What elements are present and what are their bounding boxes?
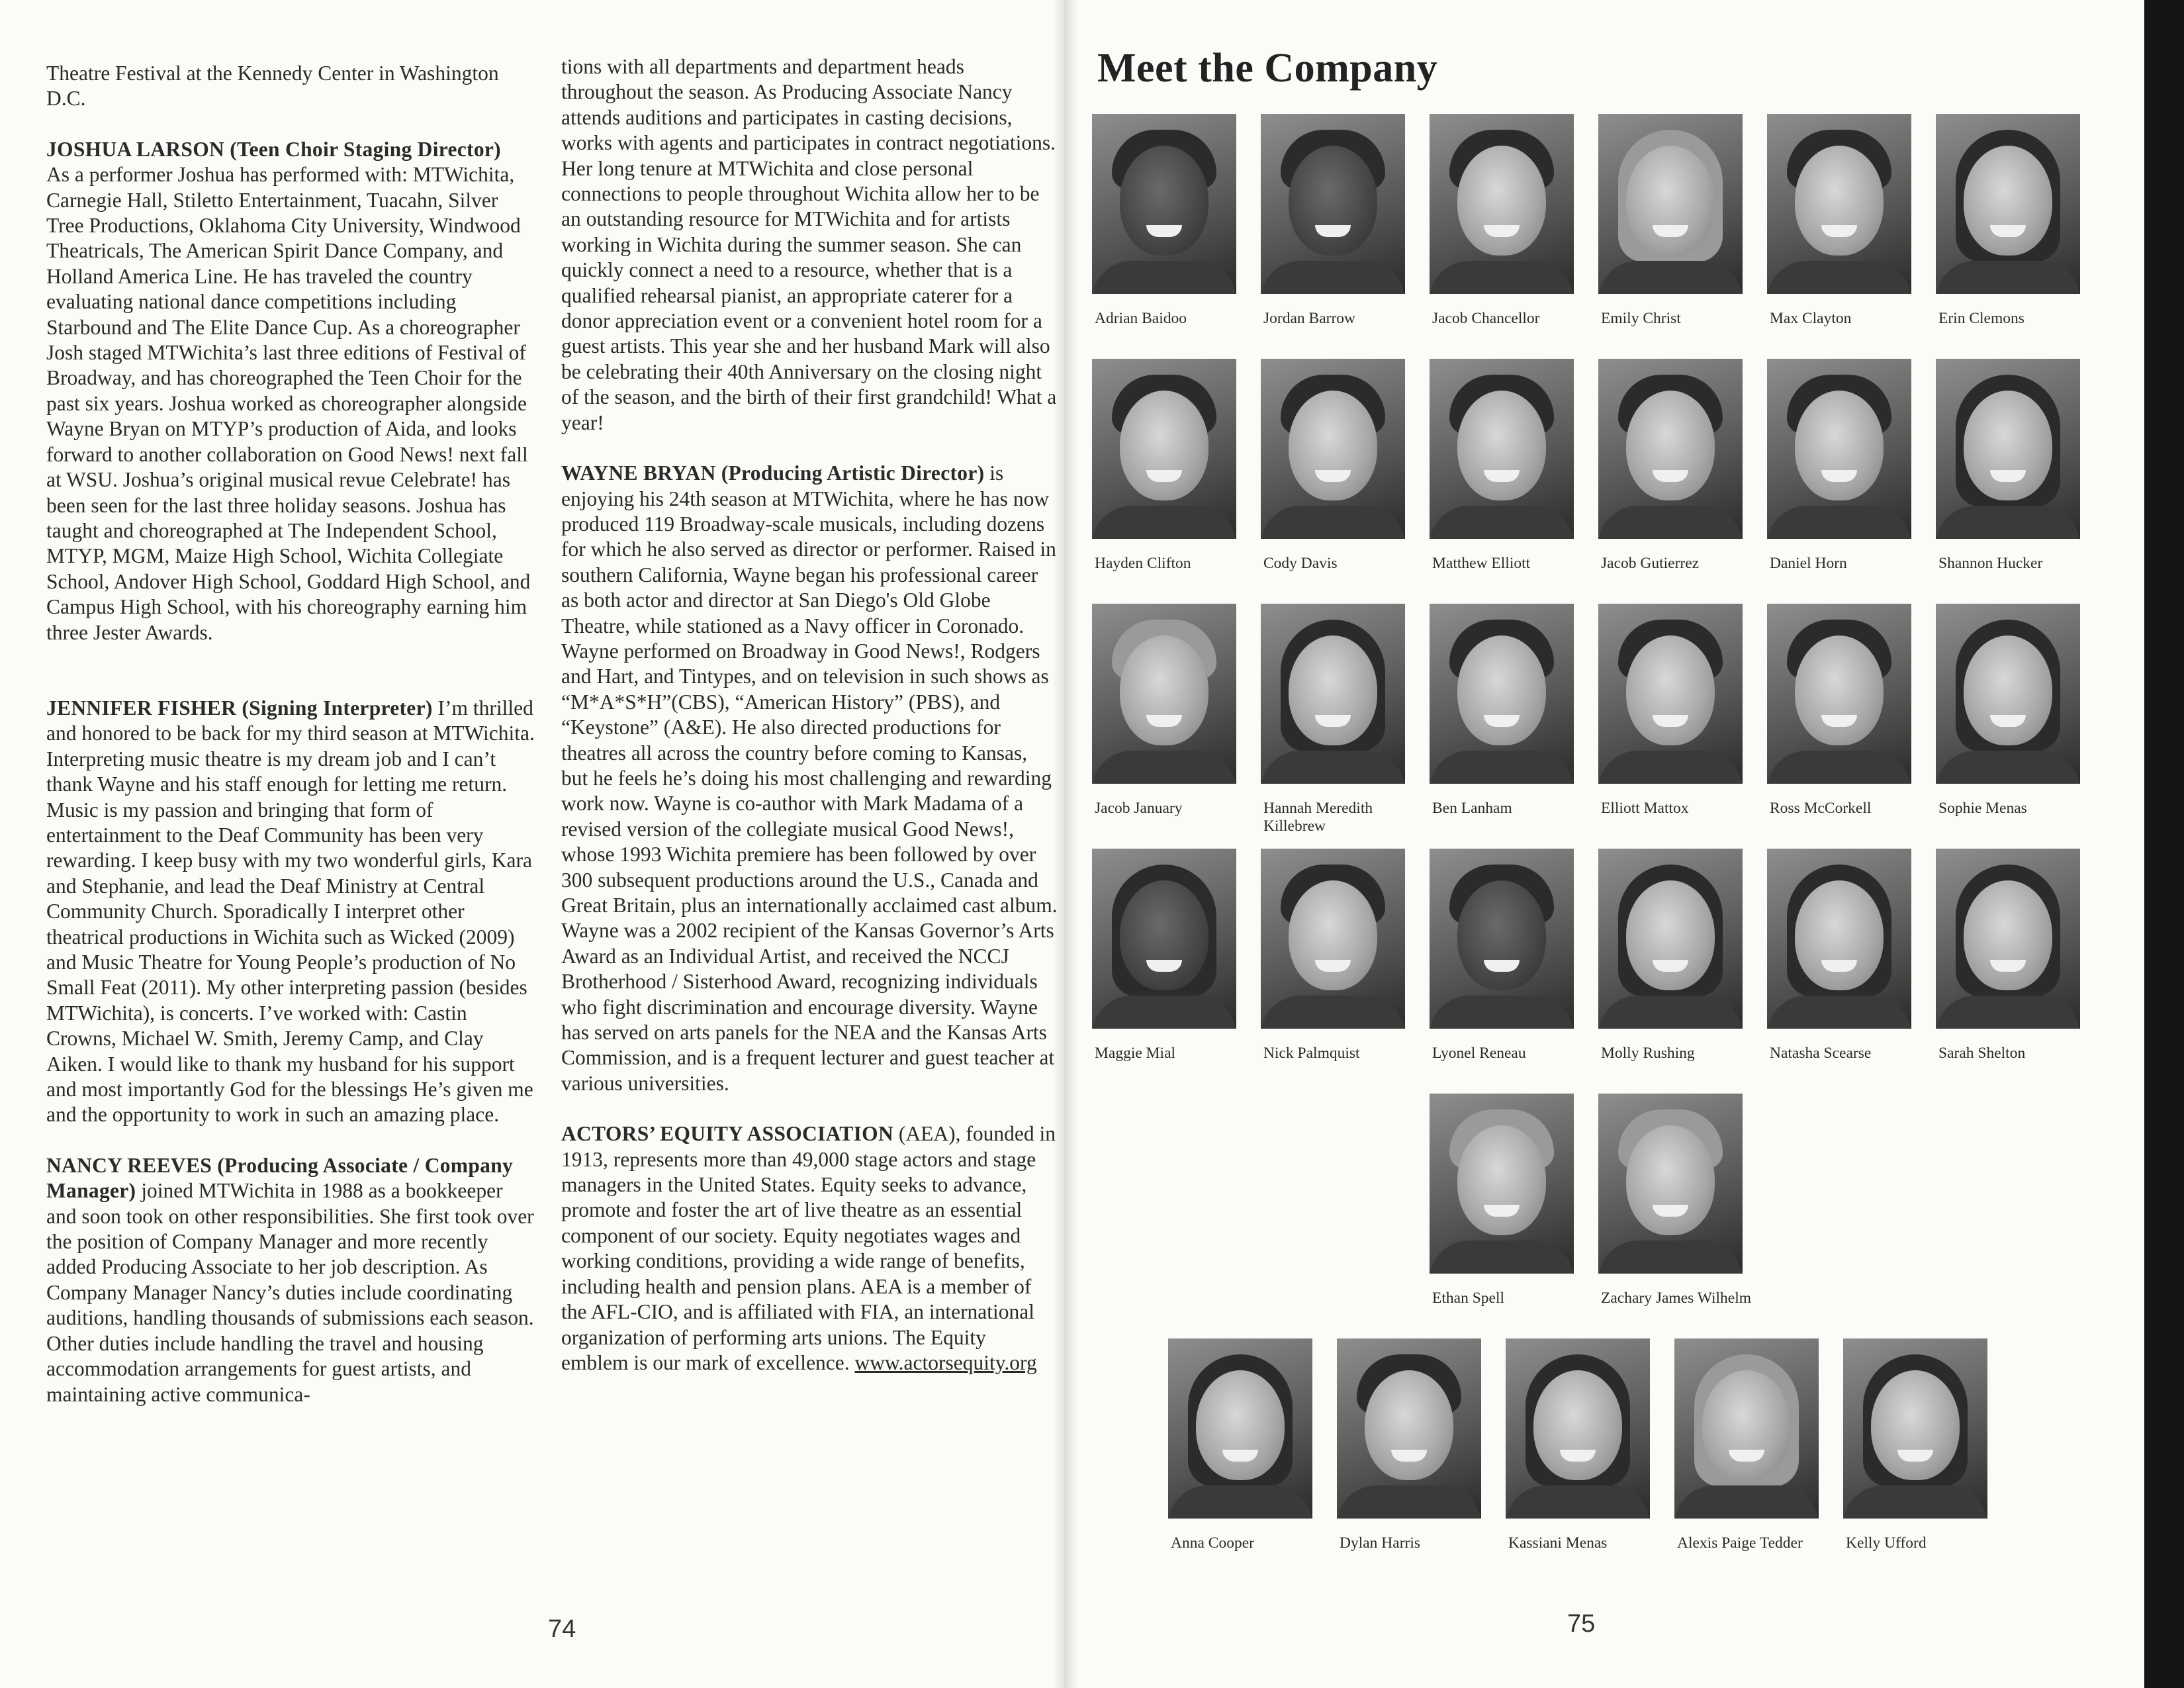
cast-headshot xyxy=(1936,849,2080,1029)
cast-name: Adrian Baidoo xyxy=(1095,310,1187,327)
cast-name: Ethan Spell xyxy=(1432,1289,1504,1307)
cast-name: Jordan Barrow xyxy=(1263,310,1356,327)
bio-body: joined MTWichita in 1988 as a bookkeeper and soon took on other responsibilities. She first took over the position of Company Manager and more recently added Producing Associate to her job description. As Company Manager Nancy’s duties include coordinating auditions, handling thousands of submissions each season. Other duties include handling the travel and housing accommodation arrangements for guest artists, and maintaining active communica- xyxy=(46,1179,534,1406)
cast-headshot xyxy=(1261,114,1405,294)
bio-body: As a performer Joshua has performed with: MTWichita, Carnegie Hall, Stiletto Entertainment, Tuacahn, Silver Tree Productions, Oklahoma City University, Windwood Theatricals, The American Spirit Dance Company, and Holland America Line. He has traveled the country evaluating national dance competitions including Starbound and The Elite Dance Cup. As a choreographer Josh staged MTWichita’s last three editions of Festival of Broadway, and has choreographed the Teen Choir for the past six years. Joshua worked as choreographer alongside Wayne Bryan on MTYP’s production of Aida, and looks forward to another collaboration on Good News! next fall at WSU. Joshua’s original musical revue Celebrate! has been seen for the last three holiday seasons. Joshua has taught and choreographed at The Independent School, MTYP, MGM, Maize High School, Wichita Collegiate School, Andover High School, Goddard High School, and Campus High School, with his choreography earning him three Jester Awards. xyxy=(46,163,531,644)
headshot-shoulders xyxy=(1092,506,1236,539)
cast-headshot xyxy=(1767,114,1911,294)
headshot-face xyxy=(1457,146,1546,256)
headshot-shoulders xyxy=(1430,506,1574,539)
headshot-face xyxy=(1289,391,1377,500)
cast-headshot xyxy=(1598,114,1743,294)
cast-headshot xyxy=(1767,604,1911,784)
left-column-1 xyxy=(46,61,536,1407)
headshot-shoulders xyxy=(1430,996,1574,1029)
cast-headshot xyxy=(1092,849,1236,1029)
scan-edge xyxy=(2144,0,2184,1688)
cast-name: Dylan Harris xyxy=(1340,1534,1421,1552)
bio-heading: WAYNE BRYAN (Producing Artistic Director) xyxy=(561,461,985,485)
bio-body: (AEA), founded in 1913, represents more than 49,000 stage actors and stage managers in the United States. Equity seeks to advance, promote and foster the art of live theatre as an essential component of our society. Equity negotiates wages and working conditions, providing a wide range of benefits, including health and pension plans. AEA is a member of the AFL-CIO, and is affiliated with FIA, an international organization of performing arts unions. The Equity emblem is our mark of excellence. xyxy=(561,1122,1056,1374)
cast-headshot xyxy=(1767,849,1911,1029)
bio-jennifer-fisher xyxy=(46,696,536,1128)
cast-headshot xyxy=(1092,114,1236,294)
cast-headshot xyxy=(1598,849,1743,1029)
headshot-face xyxy=(1457,880,1546,990)
cast-headshot xyxy=(1430,1094,1574,1274)
headshot-shoulders xyxy=(1598,506,1743,539)
headshot-face xyxy=(1365,1370,1453,1480)
cast-headshot xyxy=(1674,1338,1819,1519)
headshot-shoulders xyxy=(1261,751,1405,784)
headshot-face xyxy=(1289,635,1377,745)
headshot-shoulders xyxy=(1598,261,1743,294)
headshot-face xyxy=(1289,146,1377,256)
cast-name: Shannon Hucker xyxy=(1938,555,2043,572)
headshot-face xyxy=(1964,391,2052,500)
headshot-face xyxy=(1795,391,1884,500)
cast-name: Hannah Meredith Killebrew xyxy=(1263,800,1373,835)
headshot-shoulders xyxy=(1337,1485,1481,1519)
headshot-shoulders xyxy=(1430,261,1574,294)
bio-heading: JOSHUA LARSON (Teen Choir Staging Director) xyxy=(46,137,501,161)
cast-headshot xyxy=(1936,114,2080,294)
headshot-face xyxy=(1120,391,1208,500)
cast-name: Jacob Gutierrez xyxy=(1601,555,1700,572)
cast-name: Cody Davis xyxy=(1263,555,1338,572)
headshot-shoulders xyxy=(1598,1241,1743,1274)
headshot-face xyxy=(1533,1370,1622,1480)
cast-headshot xyxy=(1337,1338,1481,1519)
headshot-face xyxy=(1289,880,1377,990)
cast-name: Nick Palmquist xyxy=(1263,1045,1360,1062)
bio-heading: ACTORS’ EQUITY ASSOCIATION xyxy=(561,1122,894,1146)
headshot-shoulders xyxy=(1168,1485,1312,1519)
cast-name: Sarah Shelton xyxy=(1938,1045,2026,1062)
cast-name: Kassiani Menas xyxy=(1508,1534,1608,1552)
nancy-reeves-continuation: tions with all departments and department heads throughout the season. As Producing Associate Nancy attends auditions and participates in casting decisions, works with agents and participates in contract negotiations. Her long tenure at MTWichita and close personal connections to people throughout Wichita allow her to be an outstanding resource for MTWichita and for artists working in Wichita during the summer season. She can quickly connect a need to a resource, whether that is a qualified rehearsal pianist, an appropriate caterer for a donor appreciation event or a convenient hotel room for a guest artists. This year she and her husband Mark will also be celebrating their 40th Anniversary on the closing night of the season, and the birth of their first grandchild! What a year! xyxy=(561,55,1057,434)
headshot-shoulders xyxy=(1261,506,1405,539)
headshot-face xyxy=(1795,635,1884,745)
headshot-shoulders xyxy=(1936,506,2080,539)
headshot-face xyxy=(1626,146,1715,256)
headshot-face xyxy=(1120,635,1208,745)
headshot-face xyxy=(1795,880,1884,990)
headshot-shoulders xyxy=(1261,996,1405,1029)
left-column-2 xyxy=(561,54,1058,1376)
cast-name: Daniel Horn xyxy=(1770,555,1847,572)
headshot-shoulders xyxy=(1936,751,2080,784)
cast-headshot xyxy=(1430,604,1574,784)
headshot-face xyxy=(1871,1370,1960,1480)
cast-name: Elliott Mattox xyxy=(1601,800,1689,817)
cast-name: Hayden Clifton xyxy=(1095,555,1191,572)
headshot-shoulders xyxy=(1092,751,1236,784)
headshot-face xyxy=(1964,880,2052,990)
page-title: Meet the Company xyxy=(1097,46,1438,91)
headshot-face xyxy=(1120,146,1208,256)
cast-name: Anna Cooper xyxy=(1171,1534,1254,1552)
headshot-face xyxy=(1457,635,1546,745)
bio-heading: JENNIFER FISHER (Signing Interpreter) xyxy=(46,696,433,720)
cast-headshot xyxy=(1843,1338,1987,1519)
festival-continuation: Theatre Festival at the Kennedy Center in Washington D.C. xyxy=(46,62,499,111)
cast-name: Molly Rushing xyxy=(1601,1045,1695,1062)
cast-name: Matthew Elliott xyxy=(1432,555,1531,572)
bio-body: is enjoying his 24th season at MTWichita, where he has now produced 119 Broadway-scale musicals, including dozens for which he also served as director or performer. Raised in southern California, Wayne began his professional career as both actor and director at San Diego's Old Globe Theatre, while stationed as a Navy officer in Coronado. Wayne performed on Broadway in Good News!, Rodgers and Hart, and Tintypes, and on television in such shows as “M*A*S*H”(CBS), “American History” (PBS), and “Keystone” (A&E). He also directed productions for theatres all across the country before coming to Kansas, but he feels he’s doing his most challenging and rewarding work now. Wayne is co-author with Mark Madama of a revised version of the collegiate musical Good News!, whose 1993 Wichita premiere has been followed by over 300 subsequent productions around the U.S., Canada and Great Britain, plus an internationally acclaimed cast album. Wayne was a 2002 recipient of the Kansas Governor’s Arts Award as an Individual Artist, and received the NCCJ Brotherhood / Sisterhood Award, recognizing individuals who fight discrimination and encourage diversity. Wayne has served on arts panels for the NEA and the Kansas Arts Commission, and is a frequent lecturer and guest teacher at various universities. xyxy=(561,461,1058,1095)
cast-headshot xyxy=(1261,359,1405,539)
headshot-face xyxy=(1626,1125,1715,1235)
cast-headshot xyxy=(1598,604,1743,784)
cast-name: Zachary James Wilhelm xyxy=(1601,1289,1752,1307)
cast-headshot xyxy=(1168,1338,1312,1519)
page-number-left: 74 xyxy=(548,1615,576,1643)
headshot-face xyxy=(1120,880,1208,990)
cast-headshot xyxy=(1936,359,2080,539)
headshot-face xyxy=(1626,391,1715,500)
cast-name: Emily Christ xyxy=(1601,310,1681,327)
cast-name: Maggie Mial xyxy=(1095,1045,1176,1062)
headshot-shoulders xyxy=(1092,996,1236,1029)
cast-headshot xyxy=(1598,359,1743,539)
headshot-shoulders xyxy=(1598,751,1743,784)
cast-headshot xyxy=(1598,1094,1743,1274)
headshot-shoulders xyxy=(1430,751,1574,784)
cast-name: Erin Clemons xyxy=(1938,310,2025,327)
headshot-shoulders xyxy=(1936,996,2080,1029)
headshot-face xyxy=(1964,146,2052,256)
cast-headshot xyxy=(1767,359,1911,539)
cast-name: Ross McCorkell xyxy=(1770,800,1872,817)
bio-joshua-larson xyxy=(46,137,536,645)
headshot-shoulders xyxy=(1767,751,1911,784)
cast-name: Kelly Ufford xyxy=(1846,1534,1927,1552)
headshot-face xyxy=(1196,1370,1285,1480)
headshot-shoulders xyxy=(1261,261,1405,294)
cast-headshot xyxy=(1092,359,1236,539)
headshot-face xyxy=(1795,146,1884,256)
cast-name: Jacob January xyxy=(1095,800,1183,817)
cast-name: Lyonel Reneau xyxy=(1432,1045,1526,1062)
headshot-shoulders xyxy=(1430,1241,1574,1274)
cast-name: Max Clayton xyxy=(1770,310,1852,327)
bio-nancy-reeves xyxy=(46,1153,536,1407)
cast-headshot xyxy=(1092,604,1236,784)
cast-headshot xyxy=(1261,849,1405,1029)
cast-headshot xyxy=(1430,849,1574,1029)
headshot-shoulders xyxy=(1674,1485,1819,1519)
cast-name: Sophie Menas xyxy=(1938,800,2027,817)
equity-link[interactable]: www.actorsequity.org xyxy=(854,1350,1037,1374)
cast-name: Natasha Scearse xyxy=(1770,1045,1872,1062)
cast-headshot xyxy=(1430,114,1574,294)
headshot-shoulders xyxy=(1767,261,1911,294)
headshot-shoulders xyxy=(1767,506,1911,539)
headshot-face xyxy=(1457,1125,1546,1235)
cast-name: Jacob Chancellor xyxy=(1432,310,1540,327)
cast-headshot xyxy=(1506,1338,1650,1519)
cast-name: Ben Lanham xyxy=(1432,800,1512,817)
headshot-face xyxy=(1626,880,1715,990)
cast-headshot xyxy=(1430,359,1574,539)
bio-wayne-bryan xyxy=(561,461,1058,1096)
headshot-shoulders xyxy=(1506,1485,1650,1519)
bio-actors-equity xyxy=(561,1121,1058,1376)
headshot-shoulders xyxy=(1767,996,1911,1029)
headshot-shoulders xyxy=(1936,261,2080,294)
bio-heading: NANCY REEVES (Producing Associate / Company Manager) xyxy=(46,1153,514,1203)
headshot-face xyxy=(1457,391,1546,500)
headshot-shoulders xyxy=(1843,1485,1987,1519)
headshot-shoulders xyxy=(1092,261,1236,294)
headshot-face xyxy=(1626,635,1715,745)
page-number-right: 75 xyxy=(1567,1610,1596,1638)
cast-name: Alexis Paige Tedder xyxy=(1677,1534,1803,1552)
cast-headshot xyxy=(1936,604,2080,784)
headshot-face xyxy=(1964,635,2052,745)
cast-headshot xyxy=(1261,604,1405,784)
headshot-face xyxy=(1702,1370,1791,1480)
bio-body: I’m thrilled and honored to be back for my third season at MTWichita. Interpreting music theatre is my dream job and I can’t thank Wayne and his staff enough for letting me return. Music is my passion and bringing that form of entertainment to the Deaf Community has been very rewarding. I keep busy with my two wonderful girls, Kara and Stephanie, and lead the Deaf Ministry at Central Community Church. Sporadically I interpret other theatrical productions in Wichita such as Wicked (2009) and Music Theatre for Young People’s production of No Small Feat (2011). My other interpreting passion (besides MTWichita), is concerts. I’ve worked with: Castin Crowns, Michael W. Smith, Jeremy Camp, and Clay Aiken. I would like to thank my husband for his support and most importantly God for the blessings He’s given me and the opportunity to work in such an amazing place. xyxy=(46,696,535,1127)
headshot-shoulders xyxy=(1598,996,1743,1029)
